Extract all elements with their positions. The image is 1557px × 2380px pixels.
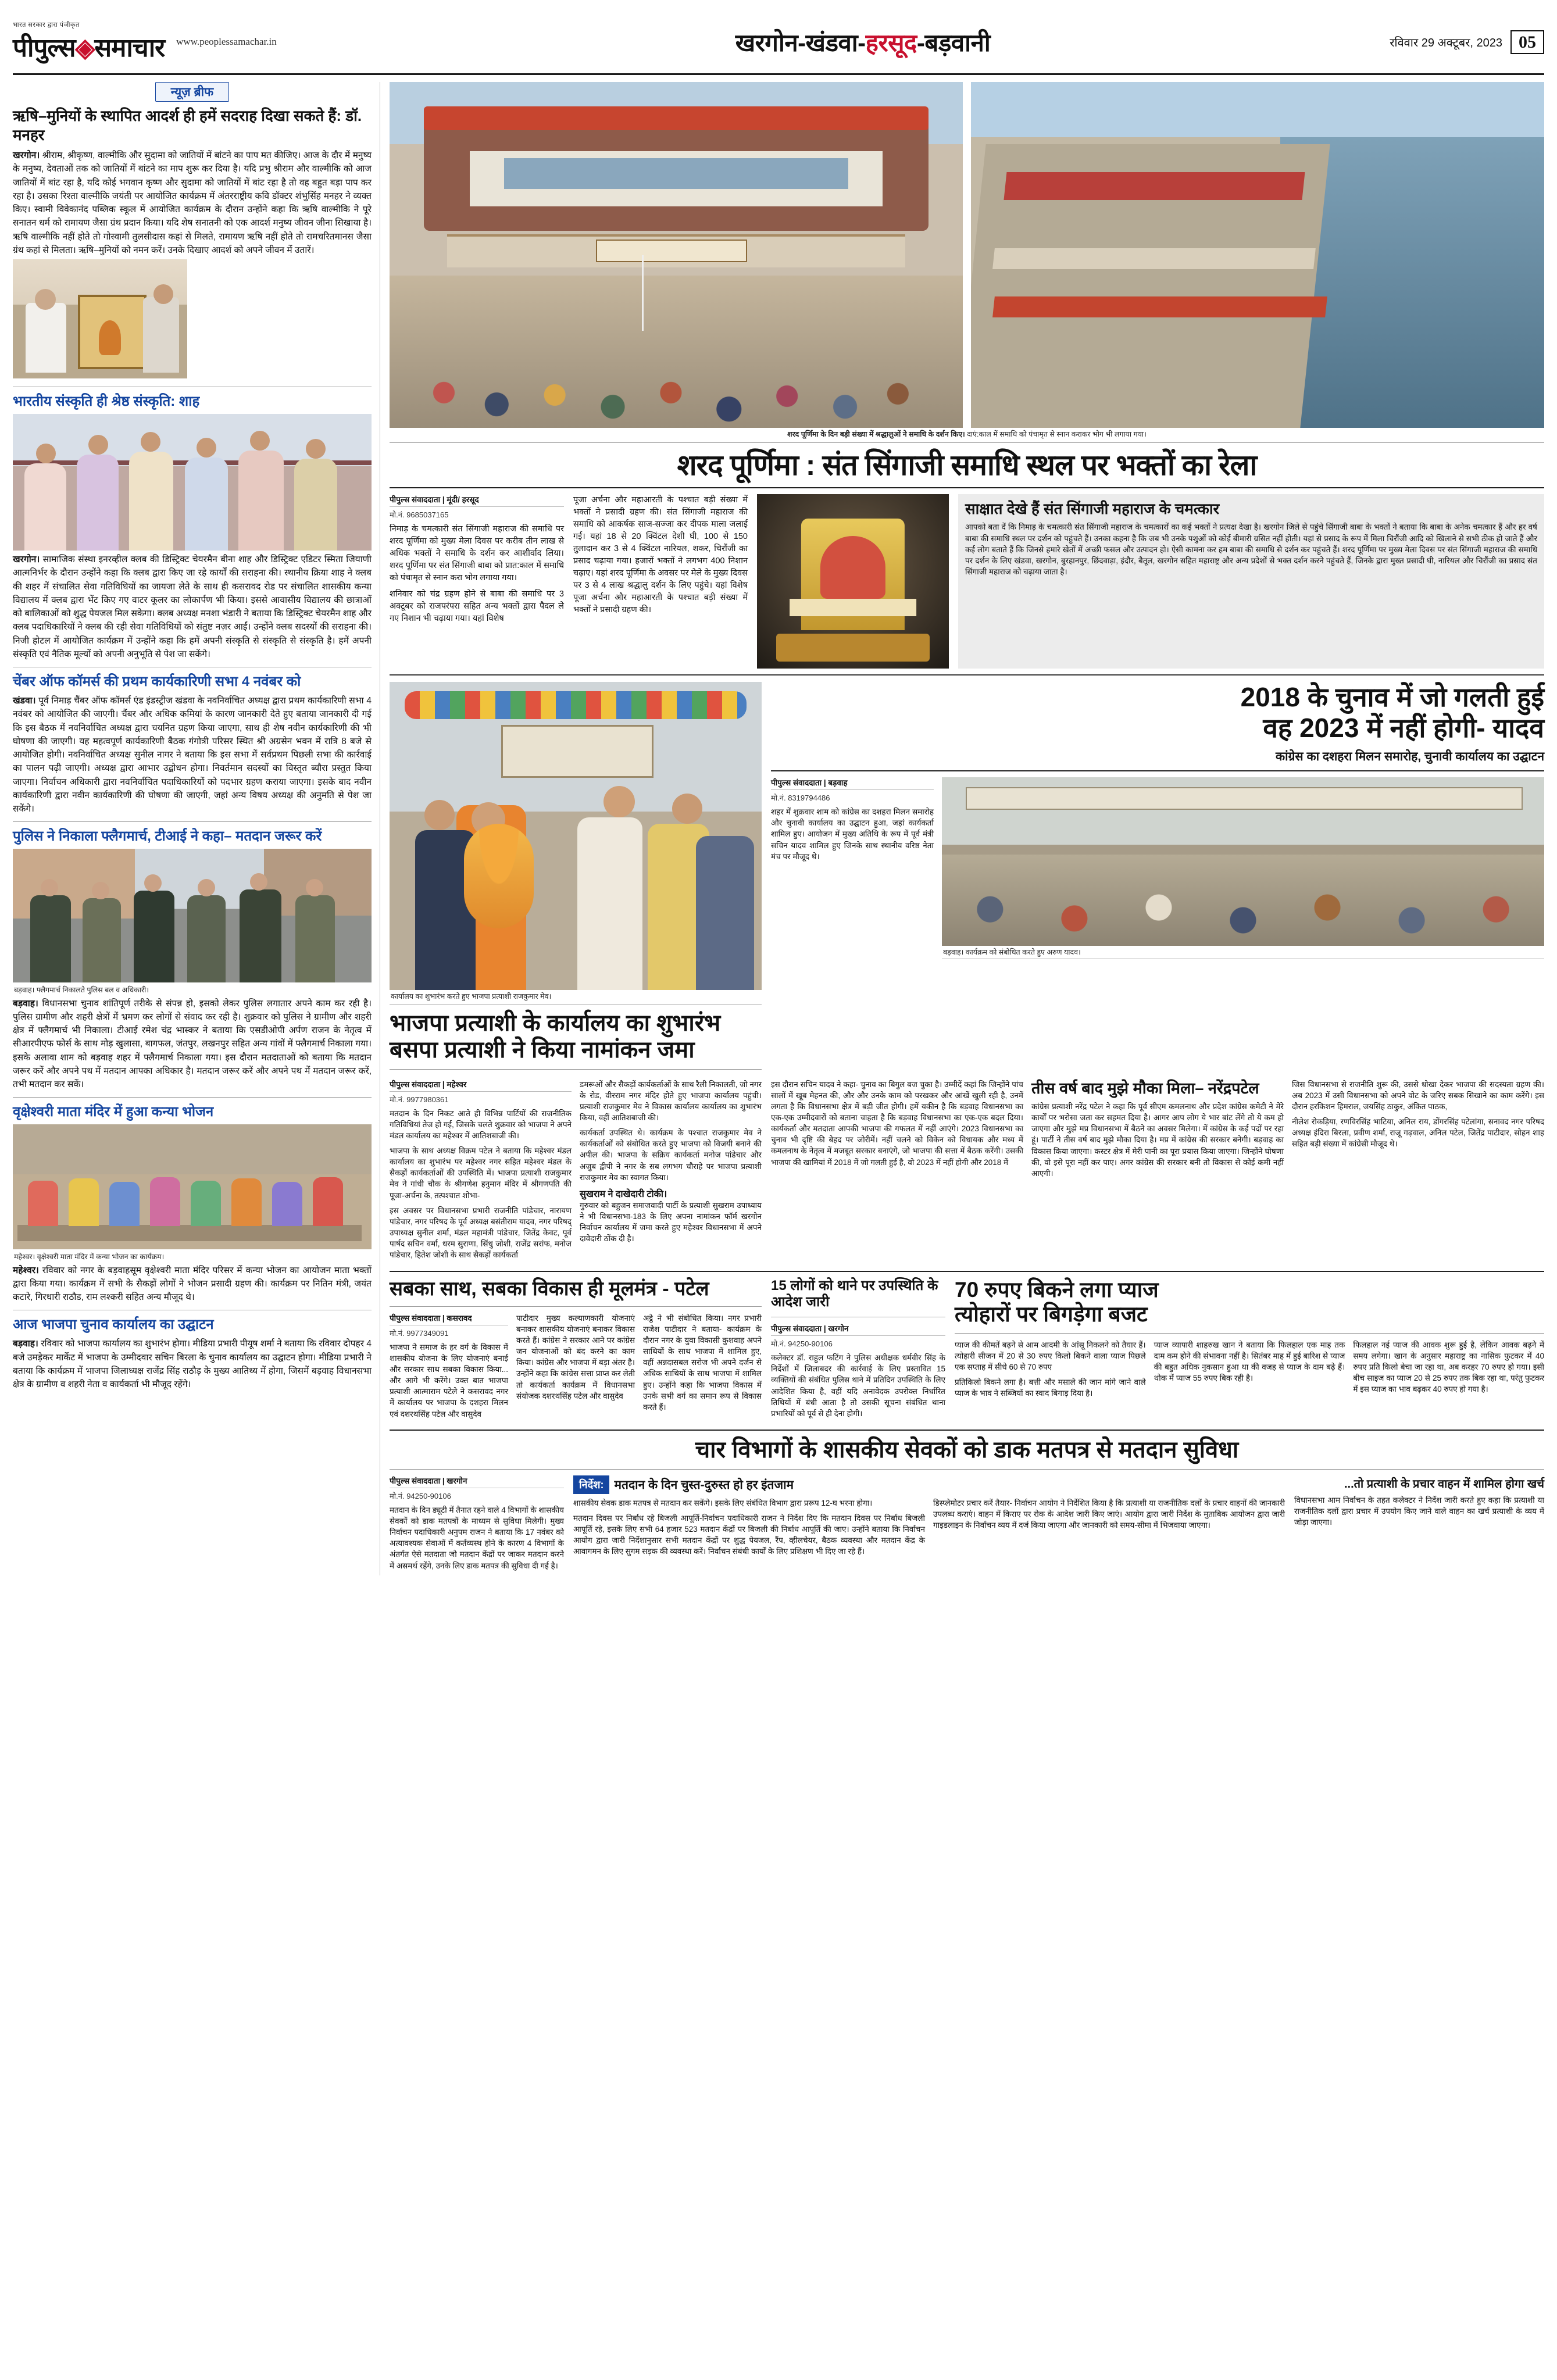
order-headline: 15 लोगों को थाने पर उपस्थिति के आदेश जारी [771,1277,938,1310]
third-band [390,1079,1544,1265]
story-paragraph: भाजपा के साथ अध्यक्ष विक्रम पटेल ने बताया कि महेश्वर मंडल कार्यालय का शुभारंभ पर महेश्वर नगर सहित महेश्वर मंडल के सैकड़ों कार्यकर्ताओं की उपस्थिति में। भाजपा प्रत्याशी राजकुमार मेव ने गांधी चौक के श्रीगणेश हनुमान मंदिर में श्रीगणपति की पूजा-अर्चना के, तत्पश्चात शोभा- [390,1146,572,1200]
story-paragraph: मतदान दिवस पर निर्बाध रहे बिजली आपूर्ति-निर्वाचन पदाधिकारी राजन ने निर्देश दिए कि मतदान दिवस पर निर्बाध बिजली आपूर्ति रहे, इसके लिए सभी 64 हजार 523 मतदान केंद्रों पर बिजली की निर्बाध आपूर्ति की जाए। उन्होंने बताया कि निर्वाचन आयोग द्वारा जारी निर्देशानुसार सभी मतदान केंद्रों पर शुद्ध पेयजल, रैंप, व्हीलचेयर, बैठक व्यवस्था और मतदान केंद्र के आवागमन के लिए सुगम सड़क की व्यवस्था करें। निर्वाचन संबंधी कार्यों के लिए प्रशिक्षण भी दिए जा रहे हैं। [573,1513,925,1556]
byline: पीपुल्स संवाददाता | महेश्वर [390,1079,572,1092]
fourth-band [390,1278,1544,1424]
brief-headline: ऋषि–मुनियों के स्थापित आदर्श ही हमें सदराह दिखा सकते हैं: डॉ. मनहर [13,107,362,144]
story-paragraph: कार्यकर्ता उपस्थित थे। कार्यक्रम के पश्चात राजकुमार मेव ने कार्यकर्ताओं को संबोधित करते हुए भाजपा को विजयी बनाने की अपील की। भाजपा के सक्रिय कार्यकर्ता मनोज पांडेचार और अजुब द्वीपी ने नगर के सब लगभग चौराहे पर भाजपा प्रत्याशी राजकुमार मेव का स्वागत किया। [580,1128,762,1182]
photo-caption: कार्यालय का शुभारंभ करते हुए भाजपा प्रत्याशी राजकुमार मेव। [390,990,762,1005]
main-content [390,82,1544,1575]
story-paragraph: नीलेश रोकड़िया, रणविरसिंह भाटिया, अनिल राय, डोंगरसिंह पटेलांगा, सनावद नगर परिषद अध्यक्ष इंदिरा बिरला, प्रवीण शर्मा, राजू गढ़वाल, अनिल पटेल, जितेंद्र पाटीदार, सोहन शाह सहित बड़ी संख्या में कांग्रेसी मौजूद थे। [1292,1117,1544,1149]
photo-bjp-office [390,682,762,990]
issue-date: रविवार 29 अक्टूबर, 2023 [1390,36,1502,49]
onion-headline-1: 70 रुपए बिकने लगा प्याज [955,1277,1159,1302]
masthead-right [1294,30,1544,54]
top-photo-caption: शरद पूर्णिमा के दिन बड़ी संख्या में श्रद्धालुओं ने समाधि के दर्शन किए। दाएं:काल में समाधि को पंचामृत से स्नान कराकर भोग भी लगाया गया। [390,428,1544,443]
masthead [13,10,1544,75]
byline: पीपुल्स संवाददाता | बड़वाह [771,777,934,790]
sidebar-box [958,494,1544,669]
photo-club [13,414,372,551]
sub-headline: भाजपा प्रत्याशी के कार्यालय का शुभारंभ [390,1010,721,1036]
news-brief-column [13,82,380,1575]
notice-text: मतदान के दिन चुस्त-दुरुस्त हो हर इंतजाम [614,1478,794,1492]
brief-item [13,673,372,816]
story-paragraph: कांग्रेस प्रत्याशी नरेंद्र पटेल ने कहा कि पूर्व सीएम कमलनाथ और प्रदेश कांग्रेस कमेटी ने मेरे कार्यों पर भरोसा जता कर सहमत दिया है। आगर आप लोग ये भार बांट लेंगे तो ये कम हो जाएगा और मुझे मप्र विधानसभा में बैठने का अवसर मिलेगा। में कांग्रेस के कई पदों पर रहा हूं। पार्टी ने तीस वर्ष बाद मुझे मौका दिया है। मप्र में कांग्रेस की सरकार बनेगी। बड़वाह का विकास किया जाएगा। कस्टर क्षेत्र में मेरी पानी का पूरा प्रयास किया जाएगा। जिन्होंने घोषणा की, वो इसे पूरा नहीं कर पाए। अगर कांग्रेस की सरकार बनी तो विकास से कोई कमी नहीं आएगी। [1031,1102,1284,1178]
yadav-headline-2: वह 2023 में नहीं होगी- यादव [1263,713,1544,744]
story-paragraph: अट्ठे ने भी संबोधित किया। नगर प्रभारी राजेश पाटीदार ने बताया- कार्यक्रम के दौरान नगर के युवा विकासी कुशवाह अपने साथियों के साथ भाजपा में शामिल हुए, वहीं अन्नदासबल सरोज भी अपने दर्जन से अधिक साथियों के साथ भाजपा में शामिल हुए। उन्होंने कहा कि भाजपा विकास में उनके सभी वर्ग का समान रूप से विकास करते हैं। [643,1313,762,1411]
story-paragraph: जिस विधानसभा से राजनीति शुरू की, उससे धोखा देकर भाजपा की सदस्यता ग्रहण की। अब 2023 में उसी विधानसभा को अपने वोट के जरिए सबक सिखाने का काम करेंगे। इस दौरान हरकिशन हिमराल, जयसिंह ठाकुर, अंकित पाठक, [1292,1080,1544,1111]
reporter-mobile: मो.नं. 9977980361 [390,1095,449,1104]
photo-caption: महेश्वर। वृक्षेश्वरी माता मंदिर में कन्या भोजन का कार्यक्रम। [14,1253,165,1262]
brief-body: खरगोन। श्रीराम, श्रीकृष्ण, वाल्मीकि और सुदामा को जातियों में बांटने का पाप मत कीजिए। आज के दौर में मनुष्य के मनुष्य, देवताओं तक को जातियों में बांटने का माप शुरू कर दिया है। यदि प्रभु श्रीराम और वाल्मीकि को आज जातियों में बांट रहा है, यदि कोई भगवान कृष्ण और सुदामा को जातियों में बांट रहा है तो वह बहुत बड़ा पाप कर रहा है। उसका रिश्ता वाल्मीकि जयंती पर आयोजित कार्यक्रम में अंतरराष्ट्रीय कवि डॉक्टर शंभुसिंह मनहर ने व्यक्त किए। स्वामी विवेकानंद पब्लिक स्कूल में आयोजित कार्यक्रम के दौरान उन्होंने कहा कि ऋषि वाल्मीकि ने पूरे सनातन धर्म को रामायण जैसा ग्रंथ प्रदान किया। यदि शेष सनातनी को एक आदर्श मनुष्य जीवन जीना सिखाया है। ऋषि वाल्मीकि नहीं होते तो गोस्वामी तुलसीदास कहां से मिलते, रामायण ऋषि नहीं होते तो रामचरितमानस जैसा ग्रंथ कहां से मिलता। ऋषि–मुनियों को नमन करें। उनके दिखाए आदर्श को अपने जीवन में उतारें। [13,151,372,255]
website-url: www.peoplessamachar.in [176,36,277,47]
notice-label: निर्देश: [573,1475,609,1494]
onion-headline-2: त्योहारों पर बिगड़ेगा बजट [955,1302,1148,1327]
photo-caption: बड़वाह। फ्लैगमार्च निकालते पुलिस बल व अधिकारी। [14,986,149,995]
sidebar-title: साक्षात देखे हैं संत सिंगाजी महाराज के चमत्कार [965,500,1220,518]
brief-item [13,1103,372,1304]
news-brief-header [13,82,372,102]
patel-headline: तीस वर्ष बाद मुझे मौका मिला– नरेंद्रपटेल [1031,1079,1259,1097]
story-paragraph: भाजपा ने समाज के हर वर्ग के विकास में शासकीय योजना के लिए योजनाएं बनाई और सरकार साथ सबका विकास किया... और आगे भी करेंगे। उक्त बात भाजपा प्रत्याशी आत्माराम पटेले ने कसरावद नगर में कार्यालय पर भाजपा के दशहरा मिलन एवं दशरथसिंह पटेल और वासुदेव [390,1342,508,1418]
page-number: 05 [1510,30,1544,54]
reporter-mobile: मो.नं. 94250-90106 [390,1491,451,1500]
reporter-mobile: मो.नं. 8319794486 [771,794,830,803]
photo-samadhi [757,494,949,669]
byline: पीपुल्स संवाददाता | खरगोन [771,1323,945,1336]
sub-story-headline: सुखराम ने दाखेदारी टोकी। [580,1189,667,1199]
sidebar-body: आपको बता दें कि निमाड़ के चमत्कारी संत सिंगाजी महाराज के चमत्कारों का कई भक्तों ने प्रत्यक्ष देखा है। खरगोन जिले से पहुंचे सिंगाजी बाबा के भक्तों ने बताया कि बाबा के अनेक चमत्कार हैं और हर वर्ष बाबा की समाधि स्थल पर दर्शन को पहुंचते हैं। उनका कहना है कि जब भी उनके पशुओं को कोई बीमारी ग्रसित नहीं होती। यहां से प्रसाद के रूप में मिला चिरौंजी आदि को खिलाने से सभी ठीक हो जाते हैं और कई लोग बताते हैं कि जिनसे हमारे खेतों में अच्छी फसल और उत्पादन हो। ऐसी कामना कर हम बाबा की समाधि से दर्शन कर पहुंचते हैं। शरद पूर्णिमा पर मुख्य मेला दिवस पर संत सिंगाजी महाराज की समाधि पर दर्शन के लिए खंडवा, खरगोन, बुरहानपुर, छिंदवाड़ा, इंदौर, बैतूल, खरगोन सहित महाराष्ट्र और अन्य प्रदेशों से भक्त दर्शन करने पहुंचते हैं, जिनके द्वारा मुख्त प्रसादी घी, नारियल और चिरौंजी का प्रसाद संत सिंगाजी महाराज को चढ़ाया जाता है। [965,523,1537,577]
brief-item [13,393,372,661]
story-paragraph: डिस्प्लेमोटर प्रचार करें तैयार- निर्वाचन आयोग ने निर्देशित किया है कि प्रत्याशी या राजनीतिक दलों के प्रचार वाहनों की जानकारी उपलब्ध कराएं। वाहन में किराए पर रोक के आदेश जारी किए जाएं। आयोग द्वारा जारी निर्देश के मुताबिक आयोजन द्वारा जारी गाइडलाइन के निर्वाचन व्यय में दर्ज किया जाएगा और जानकारी को समय-सीमा में भिजवाया जाएगा। [933,1498,1285,1530]
story-paragraph: शहर में शुक्रवार शाम को कांग्रेस का दशहरा मिलन समारोह और चुनावी कार्यालय का उद्घाटन हुआ, जहां कार्यकर्ता शामिल हुए। आयोजन में मुख्य अतिथि के रूप में पूर्व मंत्री सचिन यादव शामिल हुए जिनके साथ स्थानीय वरिष्ठ नेता मंच पर मौजूद थे। [771,807,934,861]
brief-headline: वृक्षेश्वरी माता मंदिर में हुआ कन्या भोजन [13,1104,214,1120]
reporter-mobile: मो.नं. 94250-90106 [771,1339,833,1349]
notice-right-headline: ...तो प्रत्याशी के प्रचार वाहन में शामिल होगा खर्च [1344,1477,1544,1491]
logo-block [13,20,431,64]
story-paragraph: कलेक्टर डॉ. राहुल फटिंग ने पुलिस अधीक्षक धर्मवीर सिंह के निर्देशों में जिलाबदर की कार्रवाई के लिए प्रस्तावित 15 व्यक्तियों की संबंधित पुलिस थाने में प्रतिदिन उपस्थिति के लिए आदेशित किया है, वहीं यदि अनावेदक उपरोक्त निर्धारित तिथियों में बंधी आता है तो उसकी सूचना संबंधित थाना प्रभारियों को पूर्व से ही देना होगी। [771,1353,945,1418]
brief-headline: चेंबर ऑफ कॉमर्स की प्रथम कार्यकारिणी सभा 4 नवंबर को [13,674,301,689]
story-paragraph: प्रतिकिलो बिकने लगा है। बत्ती और मसाले की जान मांगे जाने वाले प्याज के भाव ने सब्जियों का स्वाद बिगाड़ दिया है। [955,1378,1146,1398]
patel-bottom-headline: सबका साथ, सबका विकास ही मूलमंत्र - पटेल [390,1277,709,1300]
brief-item [13,1316,372,1391]
top-photo-row [390,82,1544,428]
photo-ghat [971,82,1544,428]
photo-kanya-bhoj [13,1124,372,1249]
postal-headline: चार विभागों के शासकीय सेवकों को डाक मतपत्र से मतदान सुविधा [695,1436,1239,1463]
reporter-mobile: मो.नं. 9977349091 [390,1328,449,1338]
logo-title: पीपुल्स◈समाचार [13,33,165,62]
reporter-mobile: मो.नं. 9685037165 [390,510,449,520]
edition-title: खरगोन-खंडवा-हरसूद-बड़वानी [735,28,991,56]
brief-body: खंडवा। पूर्व निमाड़ चैंबर ऑफ कॉमर्स एंड इंडस्ट्रीज खंडवा के नवनिर्वाचित अध्यक्ष द्वारा प्रथम कार्यकारिणी सभा 4 नवंबर को आयोजित की जाएगी। चैंबर और अधिक कमियां के कारण जानकारी देते हुए बताया जानकारी दी गई कि इस बैठक में नवनिर्वाचित अध्यक्ष द्वारा चयनित ग्रहण किया जाएगा, साथ ही शेष नवीन कार्यकारिणी की भी घोषणा की जाएगी। यह महत्वपूर्ण कार्यकारिणी बैठक गंगोत्री परिसर स्थित श्री अग्रसेन भवन में रात्रि 8 बजे से आयोजित होगी। नवनिर्वाचित अध्यक्ष सुनील नागर ने बताया कि इस सभा में सर्वप्रथम पिछली सभा की कार्रवाई का पालन पढ़ी जाएगी। अध्यक्ष द्वारा आभार उद्बोधन होगा। निवर्तमान सदस्यों का विस्तृत ब्यौरा प्रस्तुत किया जाएगा। निर्वाचन अधिकारी द्वारा नवनिर्वाचित पदाधिकारियों को पदभार ग्रहण कराया जाएगा। इसके बाद नवीन कार्यकारिणी द्वारा नवीन कार्यकारिणी की घोषणा की जाएगी, जहां अन्य विषय अध्यक्ष की अनुमति से पेश जा सकेंगे। [13,696,372,814]
story-paragraph: पाटीदार मुख्य कल्याणकारी योजनाएं बनाकर शासकीय योजनाएं बनाकर विकास करते हैं। कांग्रेस ने सरकार आने पर कांग्रेस जन योजनाओं को बंद करने का काम किया। कांग्रेस और भाजपा में बड़ा अंतर है। उन्होंने कहा कि कांग्रेस सत्ता प्राप्त कर लेती तो कार्यकर्ता कार्यक्रम में विधानसभा संयोजक दशरथसिंह पटेल और वासुदेव [516,1313,635,1400]
photo-manhar [13,259,187,378]
second-band [390,682,1544,1075]
main-headline: शरद पूर्णिमा : संत सिंगाजी समाधि स्थल पर भक्तों का रेला [677,449,1257,482]
sub-story-body: गुरुवार को बहुजन समाजवादी पार्टी के प्रत्याशी सुखराम उपाध्याय ने भी विधानसभा-183 के लिए अपना नामांकन फॉर्म खरगोन निर्वाचन कार्यालय में जमा करते हुए महेश्वर विधानसभा में अपने दावेदारी ठोंक दी है। [580,1200,762,1243]
news-brief-label: न्यूज़ ब्रीफ [155,82,229,102]
brief-body: खरगोन। सामाजिक संस्था इनरव्हील क्लब की डिस्ट्रिक्ट चेयरमैन बीना शाह और डिस्ट्रिक्ट एडिटर स्मिता जियाणी आत्मनिर्भर के दौरान उन्होंने कहा कि क्लब द्वारा किए जा रहे कार्यों की सराहना की। स्थानीय क्रिया शाह ने क्लब की शहर में संचालित सेवा गतिविधियों का जायजा लेते के साथ ही कसरावद रोड पर संचालित शासकीय कन्या विद्यालय में क्लब द्वारा भेंट किए गए वाटर कूलर का लोकार्पण भी किया। इससे आवासीय विद्यालय की छात्राओं को बालिकाओं को शुद्ध पेयजल मिल सकेगा। क्लब अध्यक्ष मनशा भंडारी ने बताया कि डिस्ट्रिक्ट चेयरमैन शाह और क्लब पदाधिकारियों ने क्लब की रही सेवा गतिविधियों को संतुष्ट नज़र आईं। उन्होंने क्लब सदस्यों की सराहना की। निजी होटल में आयोजित कार्यक्रम में उन्होंने कहा कि हमें अपनी संस्कृति से संस्कृति से संस्कृति है। हमें अपनी संस्कृति एवं नैतिक मूल्यों को अपनी अनुभूति से पेश जा सकेंगे। [13,555,372,659]
logo-kicker: भारत सरकार द्वारा पंजीकृत [13,21,80,28]
story-paragraph: शनिवार को चंद्र ग्रहण होने से बाबा की समाधि पर 3 अक्टूबर को राजपरंपरा सहित अन्य भक्तों द्वारा पैदल ले गए निशान भी चढ़ाया गया। यहां विशेष [390,589,564,624]
story-paragraph: फिलहाल नई प्याज की आवक शुरू हुई है, लेकिन आवक बढ़ने में समय लगेगा। खान के अनुसार महाराष्ट्र का नासिक फुटकर में 40 रुपए प्रति किलो बेचा जा रहा था, अब करहर 70 रुपए हो गया। इसी बीच साइज का प्याज 20 से 25 रुपए तक बिक रहा था, परंतु फुटकर में इस प्याज का भाव बढ़कर 40 रुपए हो गया है। [1353,1340,1545,1394]
brief-headline: भारतीय संस्कृति ही श्रेष्ठ संस्कृति: शाह [13,394,200,409]
brief-body: बड़वाह। विधानसभा चुनाव शांतिपूर्ण तरीके से संपन्न हो, इसको लेकर पुलिस लगातार अपने काम कर रही है। पुलिस ग्रामीण और शहरी क्षेत्रों में भ्रमण कर लोगों से संवाद कर रही है। शुक्रवार को पुलिस ने ग्रामीण और शहरी क्षेत्र में फ्लैगमार्च भी निकाला। टीआई रमेश चंद्र भास्कर ने बताया कि एसडीओपी अर्पण राजन के नेतृत्व में सीआरपीएफ फोर्स के साथ मोड़ खुलासा, बागफल, जंतपुर, लखनपुर सहित अन्य गांवों में फ्लैगमार्च निकाला गया। इसके अलावा शाम को बड़वाह शहर में फ्लैगमार्च निकाला गया। इस दौरान मतदाताओं को बताया कि मतदान जरूर करें और अपने पथ में मतदान आपका अधिकार है। मतदान जरूर करें और अपने पथ में मतदान जरूर करें, तभी मतदान कर सकें। [13,998,372,1089]
photo-congress-stage [942,777,1544,946]
photo-caption: बड़वाह। कार्यक्रम को संबोधित करते हुए अरुण यादव। [942,946,1544,959]
story-paragraph: डमरूओं और सैकड़ों कार्यकर्ताओं के साथ रैली निकालती, जो नगर के रोड, वीरराम नगर मंदिर होते हुए भाजपा कार्यालय पहुंची। प्रत्याशी राजकुमार मेव ने विकास कार्यालय कार्यालय का शुभारंभ किया, वहीं आतिशबाजी की। [580,1080,762,1122]
story-paragraph: इस अवसर पर विधानसभा प्रभारी राजनीति पांडेचार, नारायण पांडेचार, नगर परिषद के पूर्व अध्यक्ष बसंतीराम यादव, नगर परिषद् उपाध्यक्ष सुनील शर्मा, मंडल महामंत्री पांडेचार, जितेंद्र केवट, पूर्व पार्षद सचिन वर्मा, धरम सुराणा, सिंधु जोशी, राजेंद्र सरांफ, मनोज पांडेचार, हितेश जोशी के साथ सैकड़ों कार्यकर्ता [390,1206,572,1260]
byline: पीपुल्स संवाददाता | मूंदी/ हरसूद [390,494,564,507]
yadav-headline-1: 2018 के चुनाव में जो गलती हुई [1240,682,1544,713]
photo-police [13,849,372,982]
photo-temple [390,82,963,428]
story-paragraph: पूजा अर्चना और महाआरती के पश्चात बड़ी संख्या में भक्तों ने प्रसादी ग्रहण की। संत सिंगाजी महाराज की समाधि को आकर्षक साज-सज्जा कर दीपक माला जलाई गई। यहां 18 से 20 क्विंटल देशी घी, 100 से 150 तुलादान कर 3 से 4 क्विंटल नारियल, शकर, चिरौंजी का प्रसाद चढ़ाया गया। हजारों भक्तों ने लगभग 400 निशान चढ़ाए। यहां शरद पूर्णिमा के अवसर पर मेले के मुख्य दिवस पर 3 से 4 लाख श्रद्धालु दर्शन के लिए पहुंचे। यहां विशेष पूजा अर्चना और महाआरती के पश्चात बड़ी संख्या में भक्तों ने प्रसादी ग्रहण की। [573,495,748,615]
byline: पीपुल्स संवाददाता | कसरावद [390,1313,508,1325]
story-paragraph: मतदान के दिन ड्यूटी में तैनात रहने वाले 4 विभागों के शासकीय सेवकों को डाक मतपत्रों के माध्यम से सुविधा मिलेगी। मुख्य निर्वाचन पदाधिकारी अनुपम राजन ने बताया कि 17 नवंबर को अत्यावश्यक सेवाओं में कर्तव्यस्थ होने के कारण 4 विभागों के अंतर्गत ऐसे मतदाता जो मतदान केंद्रों पर जाकर मतदान करने में असमर्थ रहेंगे, उनके लिए डाक मतपत्र की सुविधा दी गई है। [390,1505,564,1570]
brief-body: बड़वाह। रविवार को भाजपा कार्यालय का शुभारंभ होगा। मीडिया प्रभारी पीयूष शर्मा ने बताया कि रविवार दोपहर 4 बजे उमड़ेकर मार्केट में भाजपा के उम्मीदवार सचिन बिरला के चुनाव कार्यालय का उद्घाटन होगा। मीडिया प्रभारी ने बताया कि कार्यक्रम में भाजपा जिलाध्यक्ष राजेंद्र सिंह राठौड़ के मुख्य आतिथ्य में होगा, जिसमें बड़वाह विधानसभा क्षेत्र के ग्रामीण व शहरी नेता व कार्यकर्ता भी मौजूद रहेंगे। [13,1339,372,1389]
sub-headline-2: बसपा प्रत्याशी ने किया नामांकन जमा [390,1037,695,1063]
brief-item [13,828,372,1091]
story-paragraph: मतदान के दिन निकट आते ही विभिन्न पार्टियों की राजनीतिक गतिविधियां तेज हो गई, जिसके चलते शुक्रवार को भाजपा ने अपने मंडल कार्यालय का महेश्वर में आतिशबाजी की। [390,1109,572,1140]
story-paragraph: शासकीय सेवक डाक मतपत्र से मतदान कर सकेंगे। इसके लिए संबंधित विभाग द्वारा प्ररूप 12-घ भरना होगा। [573,1498,873,1507]
brief-body: महेश्वर। रविवार को नगर के बड़वाहसूम वृक्षेश्वरी माता मंदिर परिसर में कन्या भोजन का आयोजन माता भक्तों द्वारा किया गया। कार्यक्रम में सभी के सैकड़ों लोगों ने भोजन प्रसादी ग्रहण की। कार्यक्रम पर नितिन मंत्री, जयंत कटारे, गिरधारी राठौड, राम लश्करी सहित अन्य मौजूद थे। [13,1265,372,1302]
postal-band [390,1436,1544,1575]
onion-lead: प्याज की कीमतें बढ़ने से आम आदमी के आंसू निकलने को तैयार हैं। त्योहारी सीजन में 20 से 30 रुपए किलो बिकने वाला प्याज पिछले एक सप्ताह में सीधे 60 से 70 रुपए [955,1340,1146,1371]
brief-headline: आज भाजपा चुनाव कार्यालय का उद्घाटन [13,1317,214,1333]
byline: पीपुल्स संवाददाता | खरगोन [390,1475,564,1488]
yadav-subhead: कांग्रेस का दशहरा मिलन समारोह, चुनावी कार्यालय का उद्घाटन [1276,750,1544,764]
story-paragraph: इस दौरान सचिन यादव ने कहा- चुनाव का बिगुल बज चुका है। उम्मीदें कहां कि जिन्होंने पांच सालों में खूब मेहनत की, और और उनके काम को परखकर और आंखें खुली रही है, उनमें लगता है कि विधानसभा क्षेत्र में बड़ी जीत होगी। हमें यकीन है कि बड़वाह विधानसभा का एक-एक उम्मीदवारों को बताना चाहता है कि बड़वाह विधानसभा का एक-एक बदल दिया। कार्यकर्ता और मतदाता आपकी भाजपा की गफलत में नहीं आएंगे। 2023 विधानसभा का चुनाव भी दृष्टि की बेहद पर जोरीमें। नहीं चलने को विकेन को विधायक और मध्य में कमलनाथ के नेतृत्व में मजबूत सरकार बनाएंगे, जो भाजपा की सत्ता में बैठक करेंगी। उसकी भाजपा की खामियां में 2018 में जो गलती हुई है, वो 2023 में नहीं होगी और 2018 में [771,1080,1023,1167]
story-paragraph: विधानसभा आम निर्वाचन के तहत कलेक्टर ने निर्देश जारी करते हुए कहा कि प्रत्याशी या राजनीतिक दलों द्वारा प्रचार में उपयोग किए जाने वाले वाहन का खर्च प्रत्याशी के व्यय में जोड़ा जाएगा। [1294,1495,1544,1527]
brief-item [13,106,372,381]
story-paragraph: निमाड़ के चमत्कारी संत सिंगाजी महाराज की समाधि पर शरद पूर्णिमा को मुख्य मेला दिवस पर करीब तीन लाख से अधिक भक्तों ने समाधि के दर्शन कर आशीर्वाद लिया। शरद पूर्णिमा पर संत सिंगाजी बाबा को प्रात:काल में समाधि को पंचामृत से स्नान करा भोग लगाया गया। [390,524,564,583]
brief-headline: पुलिस ने निकाला फ्लैगमार्च, टीआई ने कहा– मतदान जरूर करें [13,828,322,845]
main-story-row [390,494,1544,669]
story-paragraph: प्याज व्यापारी शाहरुख खान ने बताया कि फिलहाल एक माह तक दाम कम होने की संभावना नहीं है। सितंबर माह में हुई बारिश से प्याज की बहुत अधिक नुकसान हुआ था की वजह से प्याज के दाम बढ़े हैं। थोक में प्याज 55 रुपए बिक रही है। [1154,1340,1345,1383]
